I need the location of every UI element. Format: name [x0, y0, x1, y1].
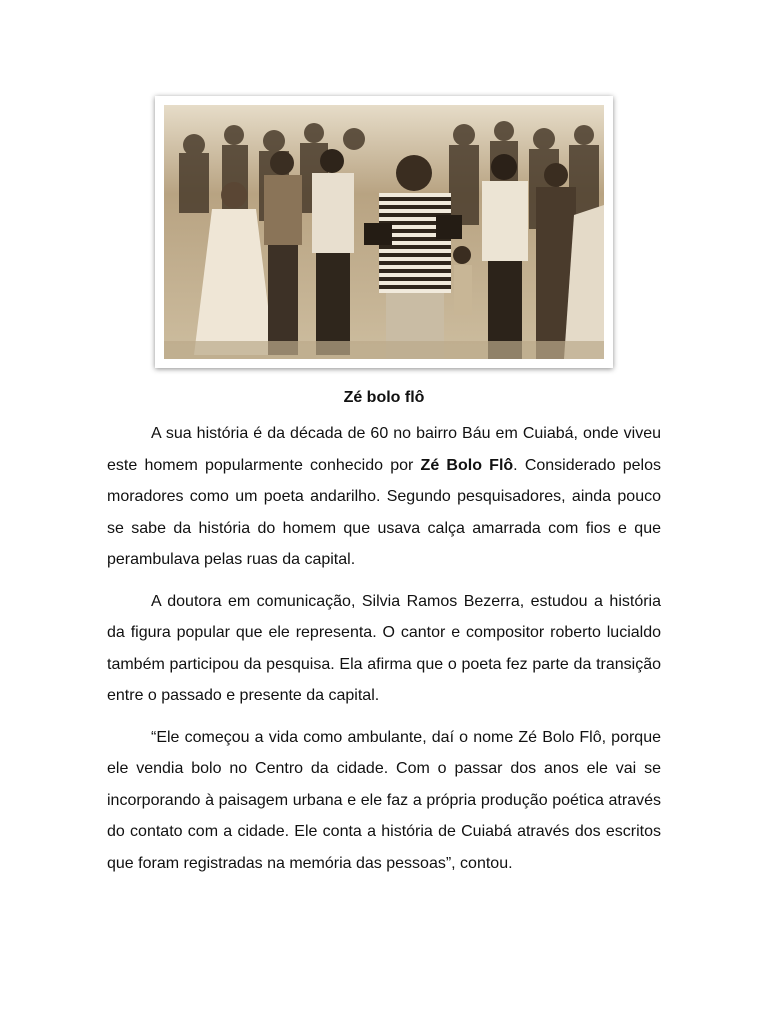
paragraph-1	[107, 418, 661, 576]
paragraph-3: “Ele começou a vida como ambulante, daí o nome Zé Bolo Flô, porque ele vendia bolo no Centro da cidade. Com o passar dos anos ele vai se incorporando à paisagem urbana e ele faz a própria produção poética através do contato com a cidade. Ele conta a história de Cuiabá através dos escritos que foram registradas na memória das pessoas”, contou.	[107, 728, 661, 872]
paragraph-1-bold-name: Zé Bolo Flô	[420, 456, 514, 474]
article-title: Zé bolo flô	[343, 389, 425, 406]
crowd-photo	[164, 105, 604, 359]
paragraph-1-text-start: A sua história é da década de 60 no bairro Báu em Cuiabá, onde viveu este homem popularmente conhecido por	[107, 425, 661, 474]
paragraph-1-text-end: . Considerado pelos moradores como um poeta andarilho. Segundo pesquisadores, ainda pouco se sabe da história do homem que usava calça amarrada com fios e que perambulava pelas ruas da capital.	[107, 456, 662, 568]
photo-frame	[155, 96, 613, 368]
article-body	[107, 418, 661, 889]
paragraph-2: A doutora em comunicação, Silvia Ramos Bezerra, estudou a história da figura popular que ele representa. O cantor e compositor roberto lucialdo também participou da pesquisa. Ela afirma que o poeta fez parte da transição entre o passado e presente da capital.	[107, 592, 661, 704]
